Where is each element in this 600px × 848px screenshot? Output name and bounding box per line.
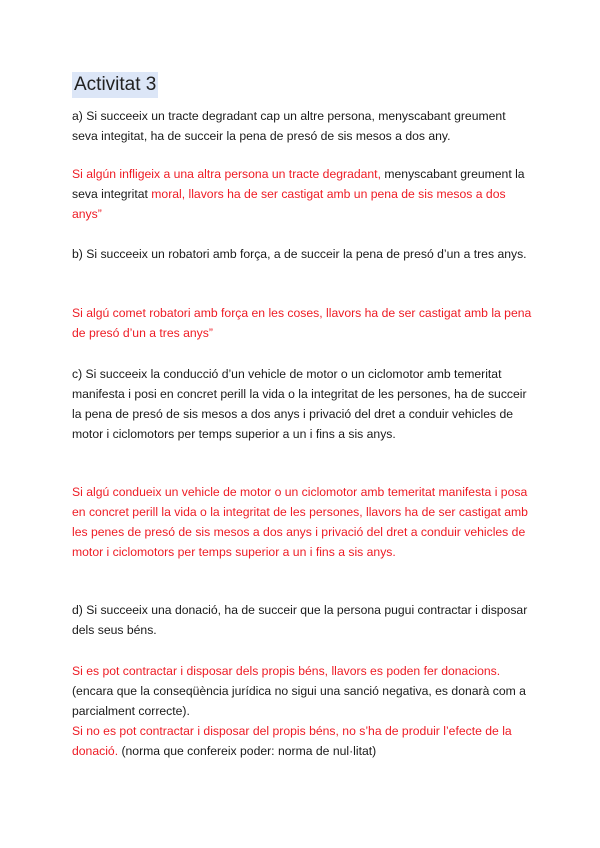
answer-d-1: Si es pot contractar i disposar dels propis béns, llavors es poden fer donacions. (72, 664, 501, 678)
answer-d-2-text: Si no es pot contractar i disposar del propis béns, no s’ha de produir l’efecte de la donació. (72, 724, 512, 758)
answer-a-part2: menyscabant greument la seva integritat (72, 167, 525, 201)
answer-d-note: (encara que la conseqüència jurídica no sigui una sanció negativa, es donarà com a parcialment correcte). (72, 684, 526, 718)
answer-a-part3: moral, llavors ha de ser castigat amb un pena de sis mesos a dos anys” (72, 187, 506, 221)
question-d: d) Si succeeix una donació, ha de succeir que la persona pugui contractar i disposar dels seus béns. (72, 603, 528, 637)
question-c: c) Si succeeix la conducció d’un vehicle de motor o un ciclomotor amb temeritat manifesta i posi en concret perill la vida o la integritat de les persones, ha de succeir la pena de presó de sis mesos a dos anys i privació del dret a conduir vehicles de motor i ciclomotors per temps superior a un i fins a sis anys. (72, 367, 527, 441)
answer-d-2 (72, 721, 532, 761)
question-a: a) Si succeeix un tracte degradant cap un altre persona, menyscabant greument seva integitat, ha de succeir la pena de presó de sis mesos a dos any. (72, 109, 506, 143)
answer-a (72, 164, 532, 224)
answer-b: Si algú comet robatori amb força en les coses, llavors ha de ser castigat amb la pena de presó d’un a tres anys” (72, 306, 532, 340)
answer-d-2-note: (norma que confereix poder: norma de nul·litat) (118, 744, 377, 758)
answer-c: Si algú condueix un vehicle de motor o un ciclomotor amb temeritat manifesta i posa en concret perill la vida o la integritat de les persones, llavors ha de ser castigat amb les penes de presó de sis mesos a dos anys i privació del dret a conduir vehicles de motor i ciclomotors per temps superior a un i fins a sis anys. (72, 485, 528, 559)
page-title: Activitat 3 (72, 72, 158, 98)
answer-a-part1: Si algún infligeix a una altra persona un tracte degradant, (72, 167, 381, 181)
question-b: b) Si succeeix un robatori amb força, a de succeir la pena de presó d’un a tres anys. (72, 247, 527, 261)
